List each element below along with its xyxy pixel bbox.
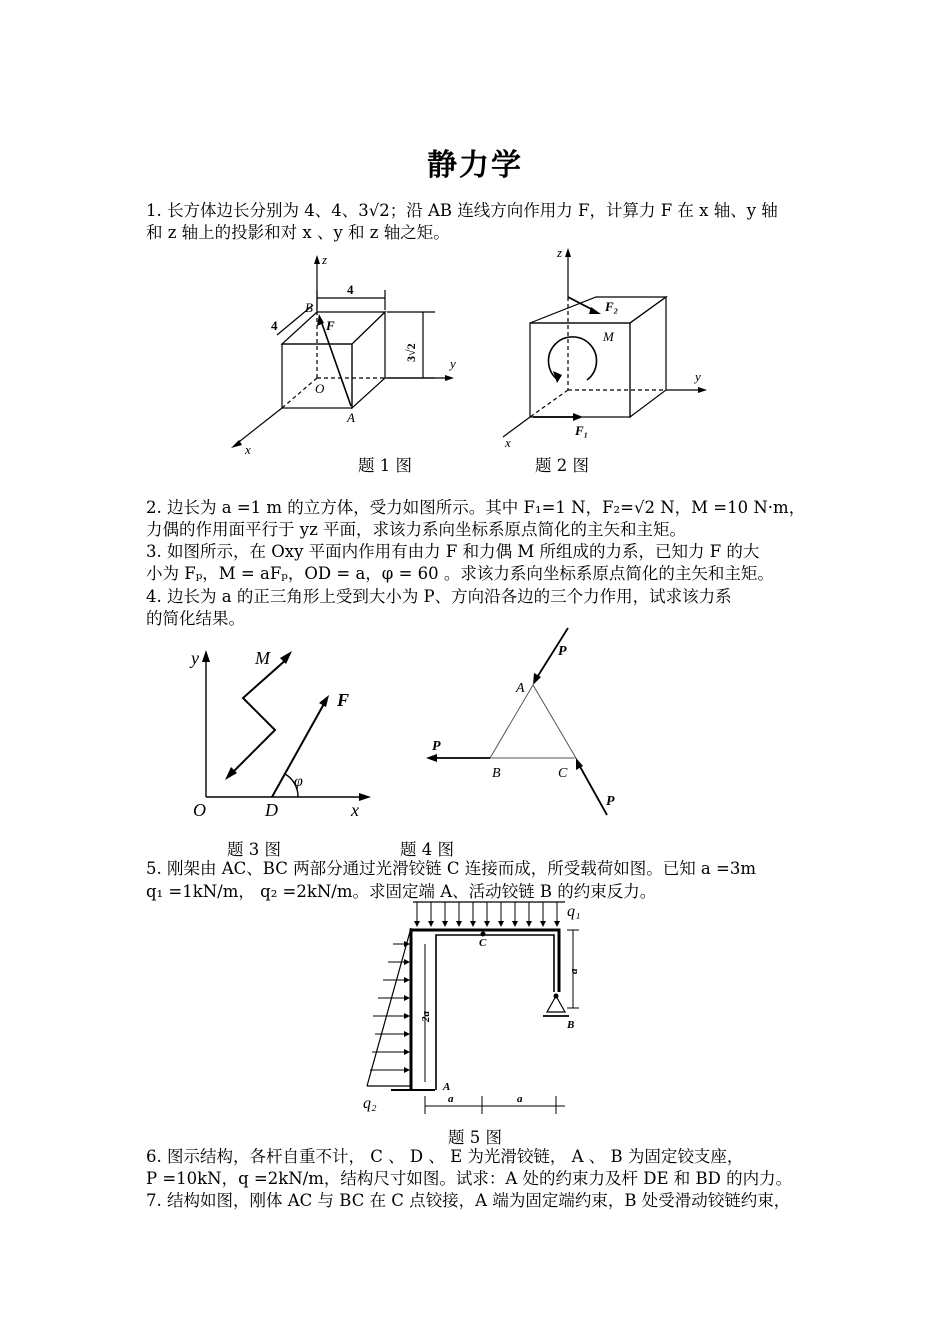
point-label-b: B: [305, 300, 313, 315]
axis-label-z: z: [322, 252, 328, 267]
load-label-q1: q₁: [567, 903, 581, 920]
force-label-f: F: [326, 318, 335, 333]
dim-label-side: 4: [271, 318, 278, 333]
q2-load-slope: [367, 928, 411, 1086]
axis-label-z: z: [557, 245, 563, 260]
support-label-a: A: [443, 1081, 451, 1093]
problem-4-line-2: 的简化结果。: [146, 609, 245, 628]
axis-label-y: y: [191, 648, 199, 668]
figure-4-diagram: [420, 625, 640, 825]
origin-label-o: O: [193, 800, 206, 820]
force-label-f1: F₁: [575, 423, 589, 438]
angle-label-phi: φ: [294, 773, 303, 790]
q1-load-arrows: [417, 902, 557, 922]
axis-label-x: x: [245, 442, 251, 457]
problem-2-line-1: 2. 边长为 a =1 m 的立方体，受力如图所示。其中 F₁=1 N，F₂=√2 N，M =10 N·m，: [146, 498, 806, 517]
force-p-a-arrowhead: [533, 673, 541, 685]
dim-label-top: 4: [347, 282, 354, 297]
problem-3-line-2: 小为 Fₚ，M = aFₚ，OD = a，φ = 60 。求该力系向坐标系原点简化的主矢和主矩。: [146, 564, 774, 583]
dim-label-a: a: [448, 1093, 454, 1105]
figure-5-diagram: [355, 900, 590, 1122]
point-label-a: A: [347, 410, 355, 425]
point-label-d: D: [265, 800, 278, 820]
vertex-label-b: B: [492, 766, 501, 781]
force-p-c-line: [578, 763, 607, 815]
figure-2-diagram: [495, 245, 715, 455]
vertex-label-c: C: [558, 766, 568, 781]
dim-label-2a: 2a: [420, 1011, 432, 1022]
problem-4-line-1: 4. 边长为 a 的正三角形上受到大小为 P、方向沿各边的三个力作用，试求该力系: [146, 587, 732, 606]
vertex-label-a: A: [516, 681, 525, 696]
cube-side-face: [630, 297, 666, 417]
hinge-c: [481, 932, 486, 937]
axis-label-y: y: [450, 356, 456, 371]
caption-figure-1: 题 1 图: [358, 456, 412, 475]
force-label-f2: F₂: [605, 299, 619, 314]
hidden-edge: [282, 378, 317, 408]
problem-5-line-2: q₁ =1kN/m， q₂ =2kN/m。求固定端 A、活动铰链 B 的约束反力。: [146, 882, 657, 901]
problem-2-line-2: 力偶的作用面平行于 yz 平面，求该力系向坐标系原点简化的主矢和主矩。: [146, 520, 687, 539]
problem-1-line-1: 1. 长方体边长分别为 4、4、3√2；沿 AB 连线方向作用力 F，计算力 F 在 x 轴、y 轴: [146, 201, 778, 220]
dim-label-a-vertical: a: [568, 968, 580, 974]
frame-inner: [436, 935, 554, 1090]
force-f2-arrowhead: [589, 307, 601, 314]
force-label-p: P: [606, 794, 615, 809]
caption-figure-2: 题 2 图: [535, 456, 589, 475]
page-title: 静力学: [427, 148, 523, 183]
dim-label-height: 3√2: [404, 343, 418, 362]
problem-6-line-1: 6. 图示结构，各杆自重不计， C 、 D 、 E 为光滑铰链， A 、 B 为固定铰支座，: [146, 1147, 744, 1166]
force-label-p: P: [558, 644, 567, 659]
couple-m-line: [230, 658, 288, 775]
x-axis: [503, 417, 530, 437]
problem-5-line-1: 5. 刚架由 AC、BC 两部分通过光滑铰链 C 连接而成，所受载荷如图。已知 a =3m: [146, 859, 756, 878]
force-f-arrowhead: [319, 695, 329, 707]
problem-3-line-1: 3. 如图所示，在 Oxy 平面内作用有由力 F 和力偶 M 所组成的力系，已知力 F 的大: [146, 542, 760, 561]
force-label-p: P: [432, 739, 441, 754]
frame-outer: [411, 930, 559, 1090]
dim-label-a: a: [517, 1093, 523, 1105]
force-f-line: [320, 318, 351, 406]
couple-m-arrowhead-top: [280, 651, 292, 664]
caption-figure-4: 题 4 图: [400, 840, 454, 859]
axis-label-x: x: [505, 435, 511, 450]
problem-1-line-2: 和 z 轴上的投影和对 x 、y 和 z 轴之矩。: [146, 223, 450, 242]
problem-6-line-2: P =10kN，q =2kN/m，结构尺寸如图。试求：A 处的约束力及杆 DE 和 BD 的内力。: [146, 1169, 793, 1188]
x-axis: [235, 408, 282, 445]
caption-figure-3: 题 3 图: [227, 840, 281, 859]
force-p-b-arrowhead: [426, 754, 437, 762]
couple-label-m: M: [255, 648, 270, 668]
cube-top-face: [530, 297, 666, 323]
force-label-f: F: [337, 690, 350, 710]
axis-label-y: y: [695, 369, 701, 384]
hinge-label-c: C: [479, 937, 487, 949]
point-label-o: O: [315, 381, 325, 396]
force-p-c-arrowhead: [576, 758, 583, 770]
axis-label-x: x: [351, 800, 359, 820]
cube-front-face: [530, 323, 630, 417]
problem-7-line-1: 7. 结构如图，刚体 AC 与 BC 在 C 点铰接，A 端为固定端约束，B 处受滑动铰链约束，: [146, 1191, 791, 1210]
hidden-edge: [530, 390, 568, 417]
box-side-face: [352, 312, 385, 408]
load-label-q2: q₂: [363, 1095, 377, 1112]
figure-1-diagram: [225, 250, 455, 460]
figure-3-diagram: [185, 640, 385, 830]
support-label-b: B: [567, 1019, 575, 1031]
force-f1-arrowhead: [573, 413, 583, 421]
caption-figure-5: 题 5 图: [448, 1128, 502, 1147]
triangle-abc: [490, 685, 576, 758]
moment-label-m: M: [603, 329, 614, 344]
